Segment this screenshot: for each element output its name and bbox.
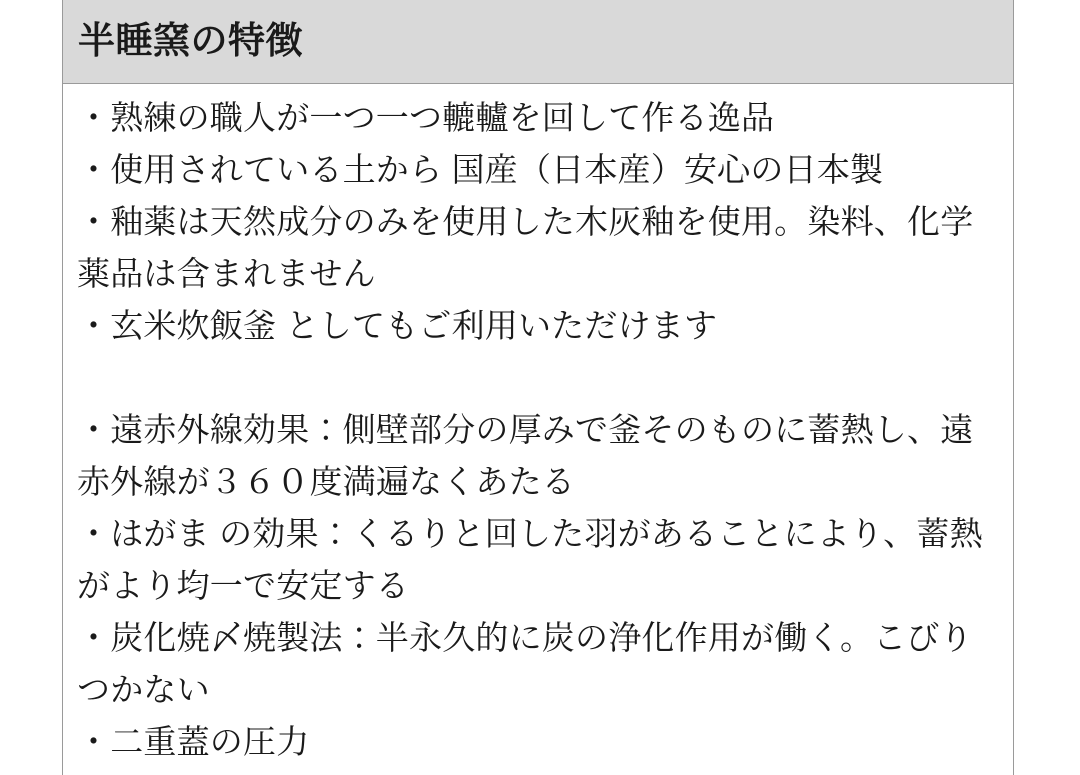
panel-body: [63, 84, 1013, 768]
list-item: ・釉薬は天然成分のみを使用した木灰釉を使用。染料、化学薬品は含まれません: [77, 203, 974, 292]
list-item: ・遠赤外線効果：側壁部分の厚みで釜そのものに蓄熱し、遠赤外線が３６０度満遍なくあたる: [77, 411, 974, 500]
list-item: ・使用されている土から 国産（日本産）安心の日本製: [77, 151, 884, 188]
panel-header: [63, 0, 1013, 84]
list-item: ・玄米炊飯釜 としてもご利用いただけます: [77, 307, 718, 344]
list-item: ・炭化焼〆焼製法：半永久的に炭の浄化作用が働く。こびりつかない: [77, 619, 973, 708]
list-item: ・熟練の職人が一つ一つ轆轤を回して作る逸品: [77, 99, 775, 136]
list-item: ・二重蓋の圧力: [77, 723, 310, 760]
page-title: 半睡窯の特徴: [78, 20, 303, 62]
list-item: ・はがま の効果：くるりと回した羽があることにより、蓄熱がより均一で安定する: [77, 515, 983, 604]
features-panel: [62, 0, 1014, 775]
paragraph-spacer: [77, 352, 999, 404]
